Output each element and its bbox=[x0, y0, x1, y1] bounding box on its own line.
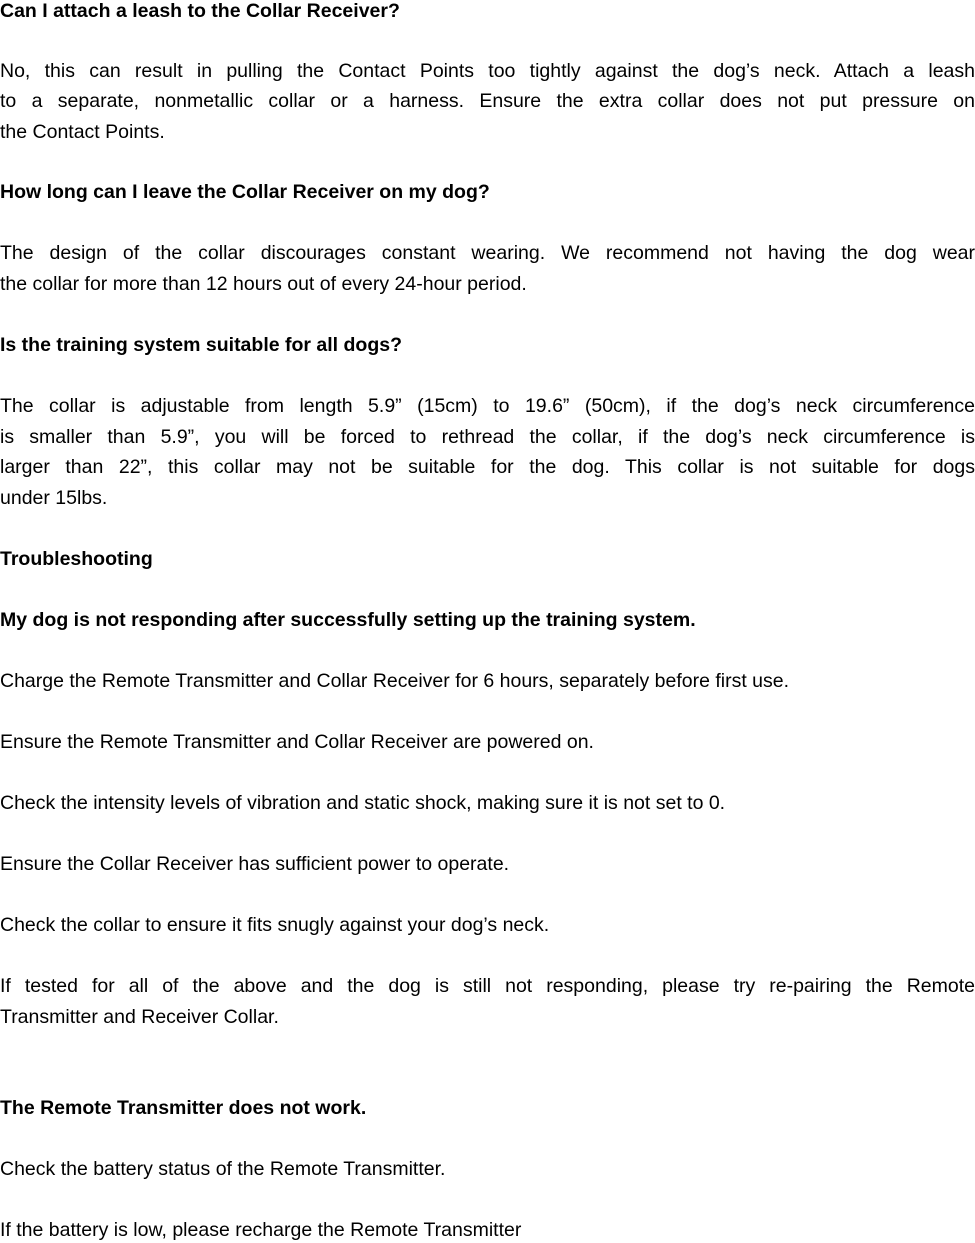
step-check-power: Ensure the Collar Receiver has sufficient power to operate. bbox=[0, 853, 510, 875]
faq-answer-duration-line-1: The design of the collar discourages constant wearing. We recommend not having the dog wear bbox=[0, 242, 975, 264]
issue-title-transmitter: The Remote Transmitter does not work. bbox=[0, 1097, 367, 1119]
faq-answer-leash-line-3: the Contact Points. bbox=[0, 121, 165, 143]
faq-answer-suitability-line-1: The collar is adjustable from length 5.9” (15cm) to 19.6” (50cm), if the dog’s neck circumference bbox=[0, 395, 975, 417]
step-check-battery: Check the battery status of the Remote Transmitter. bbox=[0, 1158, 446, 1180]
faq-answer-suitability-line-3: larger than 22”, this collar may not be suitable for the dog. This collar is not suitable for dogs bbox=[0, 456, 975, 478]
step-check-intensity: Check the intensity levels of vibration and static shock, making sure it is not set to 0. bbox=[0, 792, 726, 814]
step-charge-devices: Charge the Remote Transmitter and Collar Receiver for 6 hours, separately before first use. bbox=[0, 670, 790, 692]
step-re-pair-line-1: If tested for all of the above and the dog is still not responding, please try re-pairing the Remote bbox=[0, 975, 975, 997]
step-recharge: If the battery is low, please recharge the Remote Transmitter bbox=[0, 1219, 522, 1241]
faq-answer-suitability-line-2: is smaller than 5.9”, you will be forced to rethread the collar, if the dog’s neck circumference is bbox=[0, 426, 975, 448]
faq-answer-duration-line-2: the collar for more than 12 hours out of every 24-hour period. bbox=[0, 273, 527, 295]
faq-answer-leash-line-2: to a separate, nonmetallic collar or a harness. Ensure the extra collar does not put pressure on bbox=[0, 90, 975, 112]
step-power-on: Ensure the Remote Transmitter and Collar Receiver are powered on. bbox=[0, 731, 594, 753]
faq-answer-leash-line-1: No, this can result in pulling the Contact Points too tightly against the dog’s neck. Attach a leash bbox=[0, 60, 975, 82]
issue-title-not-responding: My dog is not responding after successfully setting up the training system. bbox=[0, 609, 696, 631]
faq-question-duration: How long can I leave the Collar Receiver on my dog? bbox=[0, 181, 490, 203]
faq-question-leash: Can I attach a leash to the Collar Receiver? bbox=[0, 0, 400, 22]
step-re-pair-line-2: Transmitter and Receiver Collar. bbox=[0, 1006, 279, 1028]
step-check-fit: Check the collar to ensure it fits snugly against your dog’s neck. bbox=[0, 914, 550, 936]
faq-question-suitability: Is the training system suitable for all dogs? bbox=[0, 334, 402, 356]
faq-answer-suitability-line-4: under 15lbs. bbox=[0, 487, 108, 509]
section-heading-troubleshooting: Troubleshooting bbox=[0, 548, 153, 570]
